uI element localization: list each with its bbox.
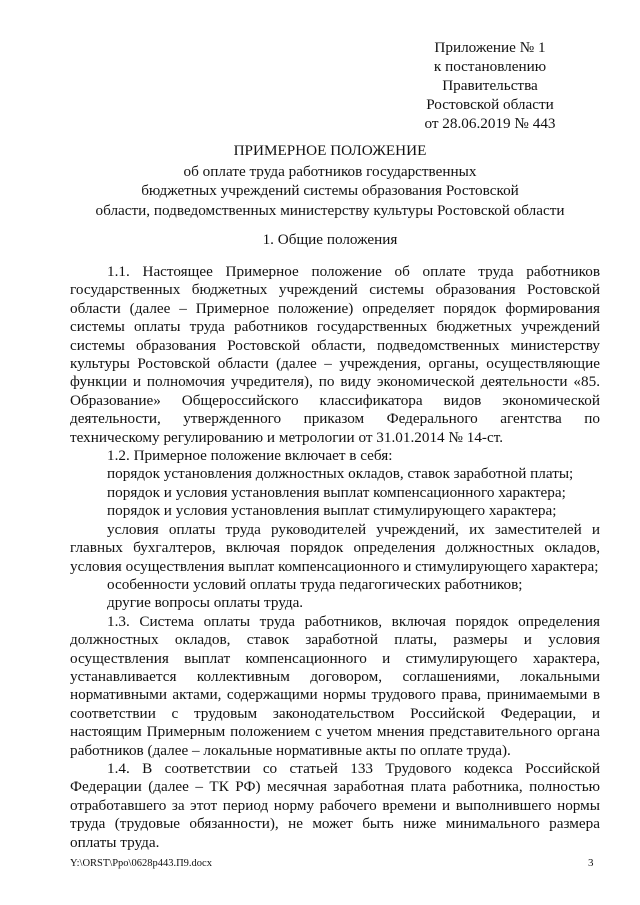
list-item: порядок установления должностных окладов, ставок заработной платы; bbox=[107, 465, 574, 483]
list-item: порядок и условия установления выплат компенсационного характера; bbox=[107, 483, 566, 501]
paragraph-1-4: 1.4. В соответствии со статьей 133 Трудового кодекса Российской Федерации (далее – ТК РФ) месячная заработная плата работника, полностью отработавшего за этот период норму рабочего времени и выполнившего нормы труда (трудовые обязанности), не может быть ниже минимального размера оплаты труда. bbox=[70, 759, 600, 851]
list-item: другие вопросы оплаты труда. bbox=[107, 594, 304, 612]
document-title: ПРИМЕРНОЕ ПОЛОЖЕНИЕ bbox=[233, 142, 427, 159]
list-item: условия оплаты труда руководителей учреждений, их заместителей и главных бухгалтеров, включая порядок определения должностных окладов, условия осуществления выплат компенсационного и стимулирующего характера; bbox=[70, 520, 600, 575]
list-item: порядок и условия установления выплат стимулирующего характера; bbox=[107, 502, 557, 520]
appendix-line: к постановлению bbox=[433, 58, 547, 75]
document-subtitle-line: области, подведомственных министерству культуры Ростовской области bbox=[95, 201, 565, 219]
appendix-line: Ростовской области bbox=[426, 96, 554, 113]
page-number: 3 bbox=[588, 857, 594, 869]
appendix-line: от 28.06.2019 № 443 bbox=[424, 115, 556, 132]
footer-file-path: Y:\ORST\Ppo\0628p443.П9.docx bbox=[70, 858, 212, 869]
paragraph-1-3: 1.3. Система оплаты труда работников, включая порядок определения должностных окладов, ставок заработной платы, размеры и условия осуществления выплат компенсационного и стимулирующего характера, устанавливается коллективным договором, соглашениями, локальными нормативными актами, содержащими нормы трудового права, принимаемыми в соответствии с трудовым законодательством Российской Федерации, и настоящим Примерным положением с учетом мнения представительного органа работников (далее – локальные нормативные акты по оплате труда). bbox=[70, 612, 600, 759]
document-subtitle-line: бюджетных учреждений системы образования Ростовской bbox=[141, 182, 519, 199]
section-heading: 1. Общие положения bbox=[262, 231, 398, 248]
document-title-block bbox=[70, 141, 590, 220]
paragraph-1-2: 1.2. Примерное положение включает в себя: bbox=[107, 447, 393, 465]
appendix-line: Приложение № 1 bbox=[434, 39, 546, 56]
document-body bbox=[70, 263, 600, 852]
paragraph-1-1: 1.1. Настоящее Примерное положение об оплате труда работников государственных бюджетных учреждений системы образования Ростовской области (далее – Примерное положение) определяет порядок формирования системы оплаты труда работников государственных бюджетных учреждений системы образования Ростовской области, подведомственных министерству культуры Ростовской области (далее – учреждения, органы, осуществляющие функции и полномочия учредителя), по виду экономической деятельности «85. Образование» Общероссийского классификатора видов экономической деятельности, утвержденного приказом Федерального агентства по техническому регулированию и метрологии от 31.01.2014 № 14-ст. bbox=[70, 263, 600, 446]
list-item: особенности условий оплаты труда педагогических работников; bbox=[107, 575, 523, 593]
appendix-header bbox=[380, 38, 600, 133]
appendix-line: Правительства bbox=[442, 77, 538, 94]
document-subtitle-line: об оплате труда работников государственных bbox=[183, 162, 477, 180]
